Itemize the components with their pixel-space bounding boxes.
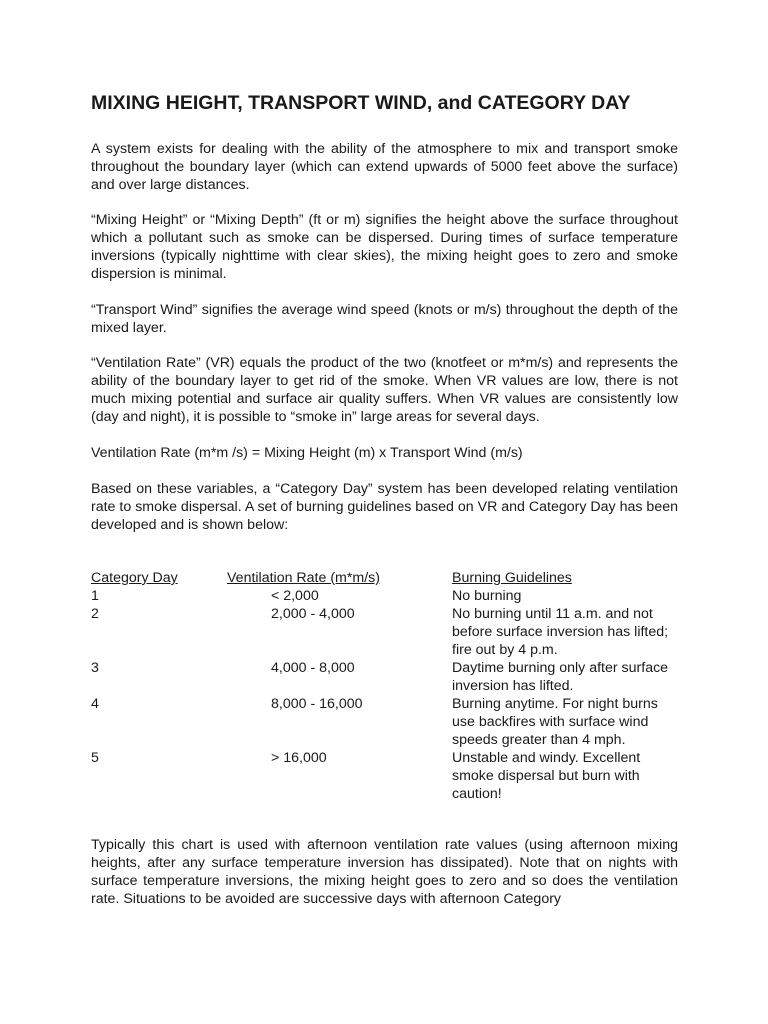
cell-guideline: Burning anytime. For night burns use backfires with surface wind speeds greater than 4 mph. <box>452 696 658 748</box>
paragraph-transport-wind: “Transport Wind” signifies the average wind speed (knots or m/s) throughout the depth of the mixed layer. <box>91 302 678 336</box>
cell-guideline: No burning until 11 a.m. and not before surface inversion has lifted; fire out by 4 p.m. <box>452 606 669 658</box>
cell-guideline: No burning <box>452 588 522 604</box>
table-row <box>91 587 678 605</box>
table-header-row <box>91 569 678 587</box>
cell-category: 3 <box>91 660 99 676</box>
cell-ventilation: < 2,000 <box>271 588 319 604</box>
paragraph-intro: A system exists for dealing with the ability of the atmosphere to mix and transport smoke throughout the boundary layer (which can extend upwards of 5000 feet above the surface) and over large distances. <box>91 141 678 193</box>
cell-ventilation: 4,000 - 8,000 <box>271 660 355 676</box>
paragraph-usage-notes: Typically this chart is used with afternoon ventilation rate values (using afternoon mixing heights, after any surface temperature inversion has dissipated). Note that on nights with surface temperature inversions, the mixing height goes to zero and so does the ventilation rate. Situations to be avoided are successive days with afternoon Category <box>91 837 678 907</box>
paragraph-mixing-height: “Mixing Height” or “Mixing Depth” (ft or m) signifies the height above the surface throughout which a pollutant such as smoke can be dispersed. During times of surface temperature inversions (typically nighttime with clear skies), the mixing height goes to zero and smoke dispersion is minimal. <box>91 212 678 282</box>
cell-ventilation: 8,000 - 16,000 <box>271 696 363 712</box>
table-row <box>91 749 678 803</box>
cell-category: 2 <box>91 606 99 622</box>
paragraph-ventilation-rate: “Ventilation Rate” (VR) equals the product of the two (knotfeet or m*m/s) and represents the ability of the boundary layer to get rid of the smoke. When VR values are low, there is not much mixing potential and surface air quality suffers. When VR values are consistently low (day and night), it is possible to “smoke in” large areas for several days. <box>91 355 678 425</box>
cell-ventilation: > 16,000 <box>271 750 327 766</box>
burning-guidelines-table <box>91 569 678 803</box>
document-title: MIXING HEIGHT, TRANSPORT WIND, and CATEGORY DAY <box>91 92 631 114</box>
table-row <box>91 659 678 695</box>
header-ventilation-rate: Ventilation Rate (m*m/s) <box>227 570 380 586</box>
cell-category: 1 <box>91 588 99 604</box>
table-row <box>91 695 678 749</box>
header-category-day: Category Day <box>91 570 178 586</box>
header-burning-guidelines: Burning Guidelines <box>452 570 572 586</box>
paragraph-category-day: Based on these variables, a “Category Day” system has been developed relating ventilation rate to smoke dispersal. A set of burning guidelines based on VR and Category Day has been developed and is shown below: <box>91 481 678 533</box>
formula-line: Ventilation Rate (m*m /s) = Mixing Height (m) x Transport Wind (m/s) <box>91 445 523 461</box>
cell-guideline: Unstable and windy. Excellent smoke dispersal but burn with caution! <box>452 750 641 802</box>
cell-ventilation: 2,000 - 4,000 <box>271 606 355 622</box>
cell-category: 4 <box>91 696 99 712</box>
cell-guideline: Daytime burning only after surface inversion has lifted. <box>452 660 669 694</box>
table-row <box>91 605 678 659</box>
cell-category: 5 <box>91 750 99 766</box>
